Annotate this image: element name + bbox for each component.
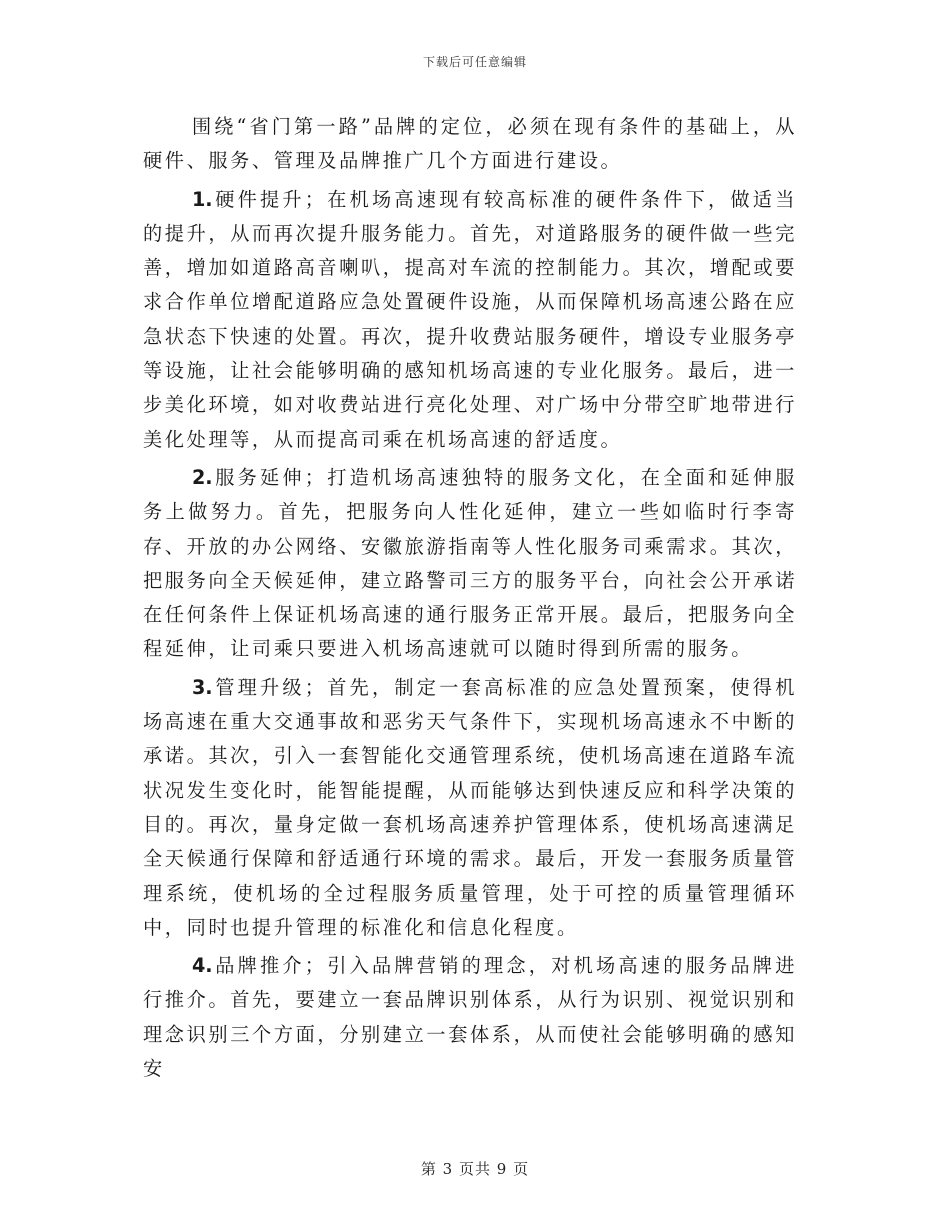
paragraph-text: 硬件提升；在机场高速现有较高标准的硬件条件下，做适当的提升，从而再次提升服务能力。首先，对道路服务的硬件做一些完善，增加如道路高音喇叭，提高对车流的控制能力。其次，增配或要求合作单位增配道路应急处置硬件设施，从而保障机场高速公路在应急状态下快速的处置。再次，提升收费站服务硬件，增设专业服务亭等设施，让社会能够明确的感知机场高速的专业化服务。最后，进一步美化环境，如对收费站进行亮化处理、对广场中分带空旷地带进行美化处理等，从而提高司乘在机场高速的舒适度。: [143, 187, 797, 451]
paragraph-number: 1.: [191, 187, 213, 211]
paragraph-text: 服务延伸；打造机场高速独特的服务文化，在全面和延伸服务上做努力。首先，把服务向人性化延伸，建立一些如临时行李寄存、开放的办公网络、安徽旅游指南等人性化服务司乘需求。其次，把服务向全天候延伸，建立路警司三方的服务平台，向社会公开承诺在任何条件上保证机场高速的通行服务正常开展。最后，把服务向全程延伸，让司乘只要进入机场高速就可以随时得到所需的服务。: [143, 465, 797, 661]
paragraph-number: 4.: [191, 954, 213, 978]
paragraph-number: 2.: [191, 465, 213, 489]
paragraph-intro: [143, 110, 797, 179]
paragraph-management: [143, 671, 797, 945]
paragraph-service: [143, 461, 797, 667]
paragraph-text: 围绕“省门第一路”品牌的定位，必须在现有条件的基础上，从硬件、服务、管理及品牌推广几个方面进行建设。: [143, 115, 797, 173]
paragraph-text: 管理升级；首先，制定一套高标准的应急处置预案，使得机场高速在重大交通事故和恶劣天气条件下，实现机场高速永不中断的承诺。其次，引入一套智能化交通管理系统，使机场高速在道路车流状况发生变化时，能智能提醒，从而能够达到快速反应和科学决策的目的。再次，量身定做一套机场高速养护管理体系，使机场高速满足全天候通行保障和舒适通行环境的需求。最后，开发一套服务质量管理系统，使机场的全过程服务质量管理，处于可控的质量管理循环中，同时也提升管理的标准化和信息化程度。: [143, 675, 797, 939]
paragraph-hardware: [143, 183, 797, 457]
paragraph-text: 品牌推介；引入品牌营销的理念，对机场高速的服务品牌进行推介。首先，要建立一套品牌识别体系，从行为识别、视觉识别和理念识别三个方面，分别建立一套体系，从而使社会能够明确的感知安: [143, 954, 797, 1081]
paragraph-number: 3.: [191, 675, 213, 699]
paragraph-brand: [143, 949, 797, 1086]
page-header: 下载后可任意编辑: [422, 55, 527, 69]
document-body: [143, 110, 797, 1086]
page-footer: 第 3 页共 9 页: [420, 1160, 530, 1178]
